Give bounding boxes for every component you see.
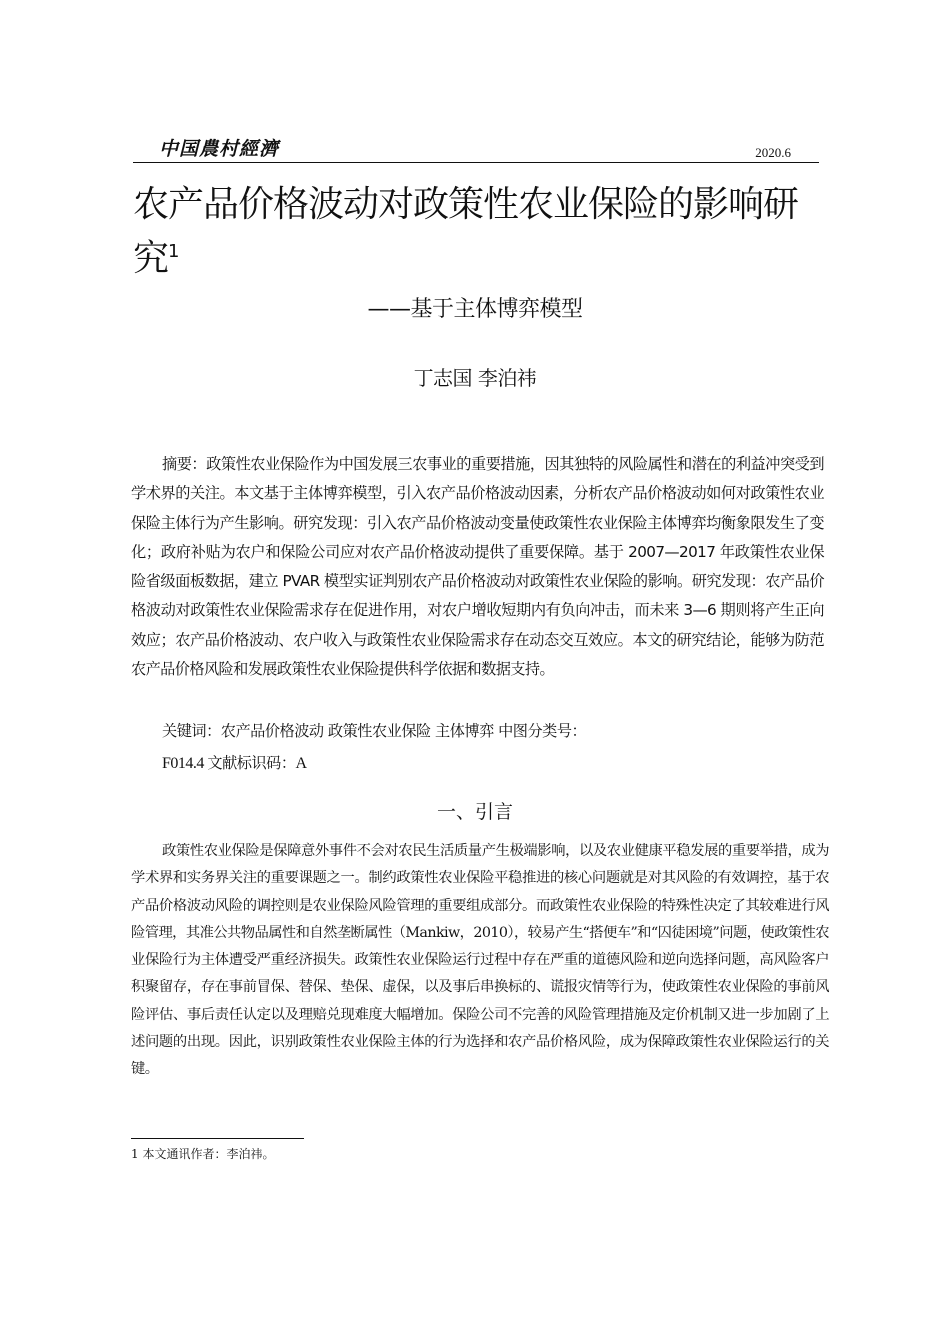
article-subtitle: ——基于主体博弈模型 (367, 297, 583, 322)
journal-header (133, 134, 819, 163)
abstract-paragraph: 摘要：政策性农业保险作为中国发展三农事业的重要措施，因其独特的风险属性和潜在的利益冲突受到学术界的关注。本文基于主体博弈模型，引入农产品价格波动因素，分析农产品价格波动如何对政策性农业保险主体行为产生影响。研究发现：引入农产品价格波动变量使政策性农业保险主体博弈均衡象限发生了变化；政府补贴为农户和保险公司应对农产品价格波动提供了重要保障。基于 2007—2017 年政策性农业保险省级面板数据，建立 PVAR 模型实证判别农产品价格波动对政策性农业保险的影响。研究发现：农产品价格波动对政策性农业保险需求存在促进作用，对农户增收短期内有负向冲击，而未来 3—6 期则将产生正向效应；农产品价格波动、农户收入与政策性农业保险需求存在动态交互效应。本文的研究结论，能够为防范农产品价格风险和发展政策性农业保险提供科学依据和数据支持。 (131, 455, 824, 679)
article-title-text: 农产品价格波动对政策性农业保险的影响研究 (133, 184, 799, 279)
introduction-paragraph: 政策性农业保险是保障意外事件不会对农民生活质量产生极端影响，以及农业健康平稳发展的重要举措，成为学术界和实务界关注的重要课题之一。制约政策性农业保险平稳推进的核心问题就是对其风险的有效调控，基于农产品价格波动风险的调控则是农业保险风险管理的重要组成部分。而政策性农业保险的特殊性决定了其较难进行风险管理，其准公共物品属性和自然垄断属性（Mankiw，2010），较易产生“搭便车”和“囚徒困境”问题，使政策性农业保险行为主体遭受严重经济损失。政策性农业保险运行过程中存在严重的道德风险和逆向选择问题，高风险客户积聚留存，存在事前冒保、替保、垫保、虚保，以及事后串换标的、谎报灾情等行为，使政策性农业保险的事前风险评估、事后责任认定以及理赔兑现难度大幅增加。保险公司不完善的风险管理措施及定价机制又进一步加剧了上述问题的出现。因此，识别政策性农业保险主体的行为选择和农产品价格风险，成为保障政策性农业保险运行的关键。 (131, 843, 829, 1078)
class-code: F014.4 (162, 755, 204, 772)
footnote-divider (131, 1138, 304, 1139)
doc-code: A (295, 755, 307, 772)
title-footnote-mark[interactable]: 1 (168, 241, 179, 262)
issue-date: 2020.6 (755, 145, 791, 160)
classification-line (162, 752, 822, 773)
keywords-line: 关键词：农产品价格波动 政策性农业保险 主体博弈 中图分类号： (162, 722, 587, 740)
journal-name: 中国農村經濟 (159, 138, 280, 160)
doc-code-label: 文献标识码： (207, 754, 296, 772)
article-authors: 丁志国 李泊祎 (413, 366, 537, 390)
article-title (133, 178, 823, 286)
footnote: 1 本文通讯作者：李泊祎。 (131, 1147, 275, 1161)
section-title-introduction: 一、引言 (436, 801, 513, 823)
